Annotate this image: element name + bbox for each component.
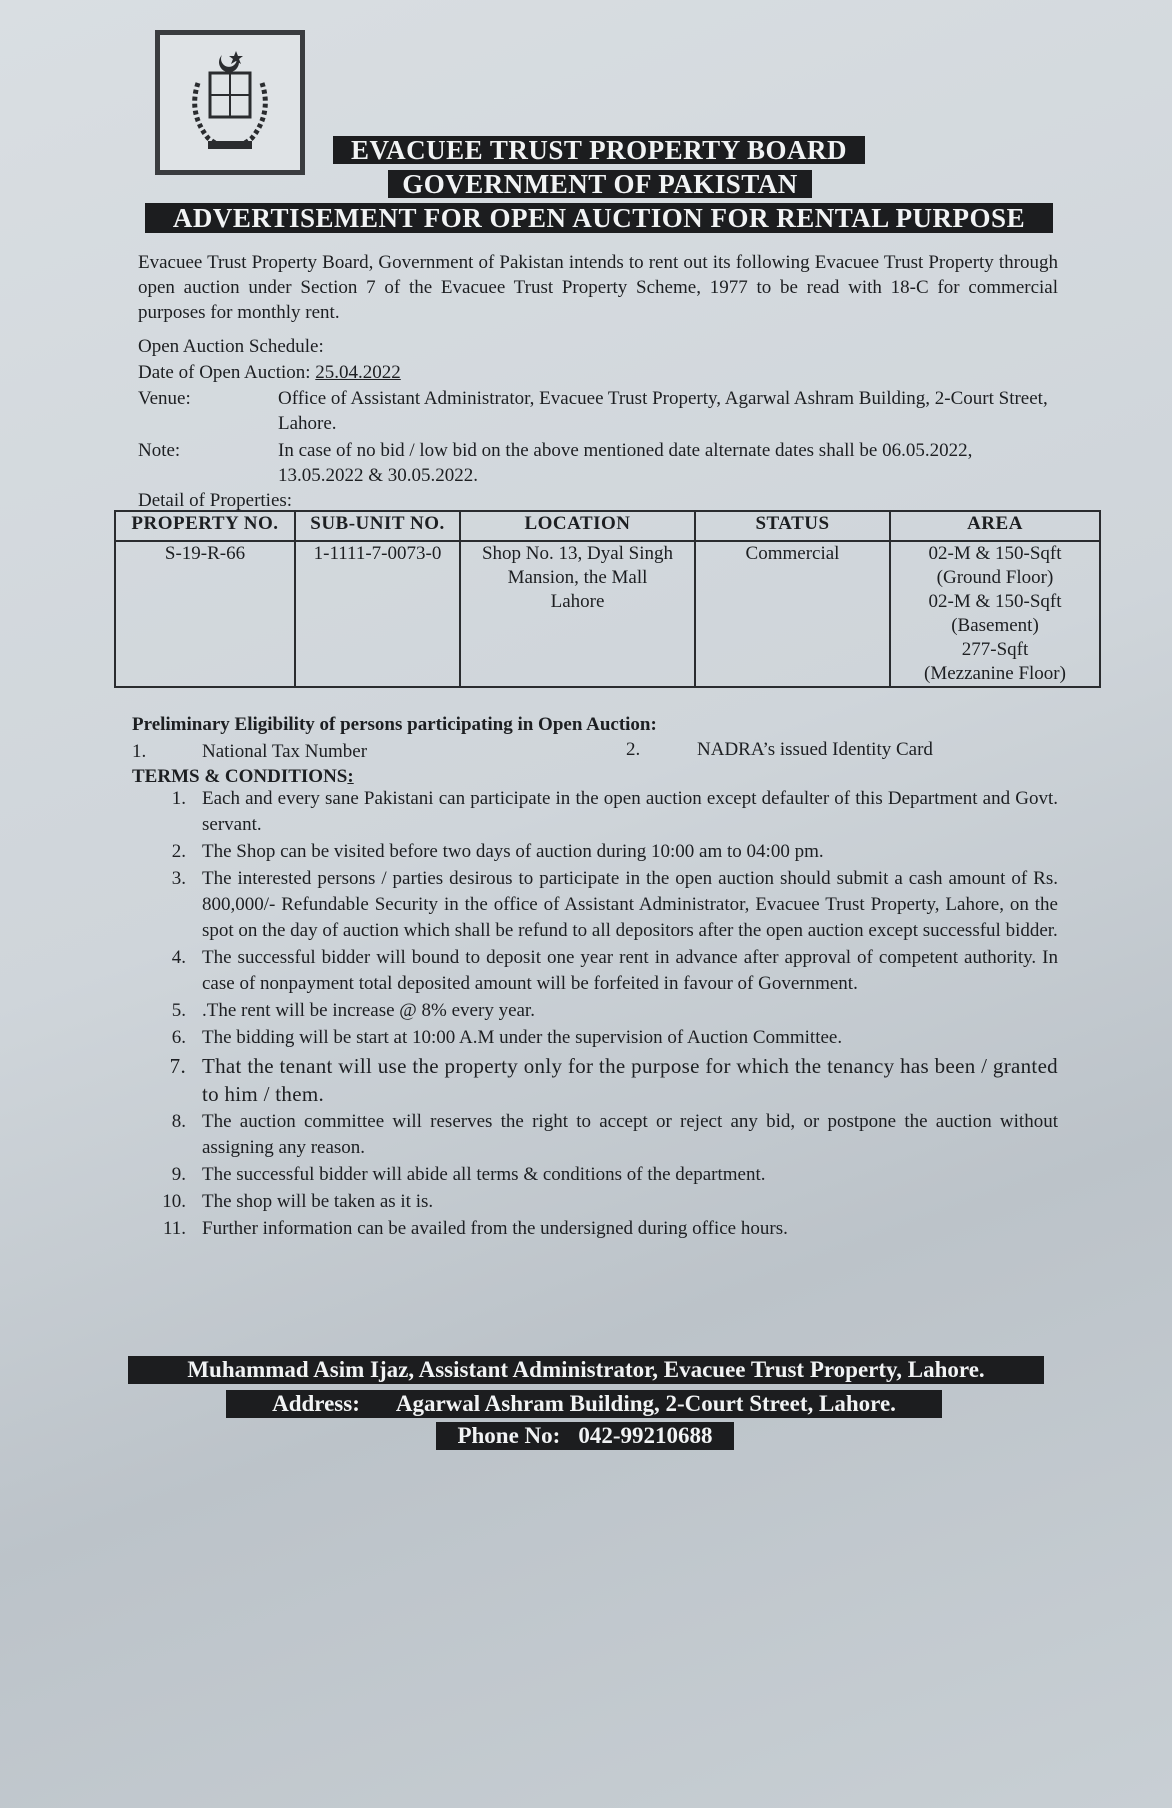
terms-list bbox=[148, 786, 1058, 1243]
address-value: Agarwal Ashram Building, 2-Court Street, Lahore. bbox=[395, 1391, 896, 1416]
terms-heading-text: TERMS & CONDITIONS bbox=[132, 766, 348, 787]
list-item: 11. Further information can be availed from the undersigned during office hours. bbox=[162, 1218, 788, 1239]
cell-location bbox=[460, 541, 695, 687]
area-line: (Basement) bbox=[951, 615, 1039, 636]
terms-heading bbox=[132, 766, 354, 788]
list-item: 1. Each and every sane Pakistani can participate in the open auction except defaulter of this Department and Govt. servant. bbox=[171, 788, 1058, 835]
phone-value: 042-99210688 bbox=[578, 1423, 713, 1448]
area-line: 277-Sqft bbox=[961, 639, 1029, 660]
properties-caption: Detail of Properties: bbox=[138, 490, 293, 511]
eligibility-item-1: National Tax Number bbox=[202, 741, 368, 762]
emblem-icon bbox=[170, 43, 290, 163]
cell-sub-unit-no: 1-1111-7-0073-0 bbox=[295, 541, 460, 687]
list-item: 6. The bidding will be start at 10:00 A.M under the supervision of Auction Committee. bbox=[171, 1027, 843, 1048]
signatory-name: Muhammad Asim Ijaz, Assistant Administrator, Evacuee Trust Property, Lahore. bbox=[128, 1356, 1044, 1384]
eligibility-item-2: NADRA’s issued Identity Card bbox=[697, 739, 933, 760]
properties-table bbox=[114, 510, 1101, 688]
terms-heading-colon: : bbox=[347, 766, 354, 787]
table-row bbox=[115, 541, 1100, 687]
government-emblem bbox=[155, 30, 305, 175]
note-value: In case of no bid / low bid on the above mentioned date alternate dates shall be 06.05.2022, 13.05.2022 & 30.05.2022. bbox=[278, 440, 973, 486]
location-line: Shop No. 13, Dyal Singh bbox=[481, 543, 674, 564]
location-line: Mansion, the Mall bbox=[507, 567, 648, 588]
col-location: LOCATION bbox=[460, 511, 695, 541]
eligibility-heading: Preliminary Eligibility of persons participating in Open Auction: bbox=[132, 714, 657, 735]
phone-line bbox=[436, 1422, 734, 1450]
list-item: 9. The successful bidder will abide all terms & conditions of the department. bbox=[171, 1164, 766, 1185]
list-item: 10. The shop will be taken as it is. bbox=[162, 1191, 434, 1212]
phone-label: Phone No: bbox=[457, 1423, 561, 1448]
list-item: 8. The auction committee will reserves the right to accept or reject any bid, or postpone the auction without assigning any reason. bbox=[171, 1111, 1058, 1158]
note-label: Note: bbox=[138, 440, 181, 461]
list-item: 4. The successful bidder will bound to deposit one year rent in advance after approval of competent authority. In case of nonpayment total deposited amount will be forfeited in favour of Government. bbox=[171, 947, 1058, 994]
list-item: 7. That the tenant will use the property only for the purpose for which the tenancy has been / granted to him / them. bbox=[169, 1054, 1058, 1106]
advertisement-title: ADVERTISEMENT FOR OPEN AUCTION FOR RENTAL PURPOSE bbox=[145, 203, 1053, 233]
location-line: Lahore bbox=[550, 591, 605, 612]
eligibility-num-1: 1. bbox=[132, 741, 147, 762]
auction-date-row bbox=[138, 360, 401, 385]
area-line: 02-M & 150-Sqft bbox=[928, 591, 1062, 612]
table-header-row bbox=[115, 511, 1100, 541]
intro-paragraph: Evacuee Trust Property Board, Government of Pakistan intends to rent out its following Evacuee Trust Property through open auction under Section 7 of the Evacuee Trust Property Scheme, 1977 to be read with 18-C for commercial purposes for monthly rent. bbox=[138, 252, 1058, 323]
col-sub-unit-no: SUB-UNIT NO. bbox=[295, 511, 460, 541]
address-line bbox=[226, 1390, 942, 1418]
area-line: (Ground Floor) bbox=[936, 567, 1054, 588]
list-item: 2. The Shop can be visited before two days of auction during 10:00 am to 04:00 pm. bbox=[171, 841, 824, 862]
area-line: (Mezzanine Floor) bbox=[924, 663, 1066, 684]
list-item: 5. .The rent will be increase @ 8% every year. bbox=[171, 1000, 535, 1021]
col-area: AREA bbox=[890, 511, 1100, 541]
venue-value: Office of Assistant Administrator, Evacuee Trust Property, Agarwal Ashram Building, 2-Court Street, Lahore. bbox=[278, 388, 1048, 434]
auction-date-value: 25.04.2022 bbox=[315, 362, 401, 383]
list-item: 3. The interested persons / parties desirous to participate in the open auction should submit a cash amount of Rs. 800,000/- Refundable Security in the office of Assistant Administrator, Evacuee Trust Property, Lahore, on the spot on the day of auction which shall be refund to all depositors after the open auction except successful bidder. bbox=[171, 868, 1058, 941]
schedule-heading: Open Auction Schedule: bbox=[138, 336, 324, 357]
government-title: GOVERNMENT OF PAKISTAN bbox=[388, 170, 812, 198]
col-status: STATUS bbox=[695, 511, 890, 541]
cell-status: Commercial bbox=[695, 541, 890, 687]
cell-property-no: S-19-R-66 bbox=[115, 541, 295, 687]
cell-area bbox=[890, 541, 1100, 687]
eligibility-num-2: 2. bbox=[626, 739, 641, 760]
col-property-no: PROPERTY NO. bbox=[115, 511, 295, 541]
area-line: 02-M & 150-Sqft bbox=[928, 543, 1062, 564]
address-label: Address: bbox=[272, 1391, 360, 1416]
auction-date-label: Date of Open Auction: bbox=[138, 362, 311, 383]
org-title: EVACUEE TRUST PROPERTY BOARD bbox=[333, 136, 865, 164]
venue-label: Venue: bbox=[138, 388, 191, 409]
